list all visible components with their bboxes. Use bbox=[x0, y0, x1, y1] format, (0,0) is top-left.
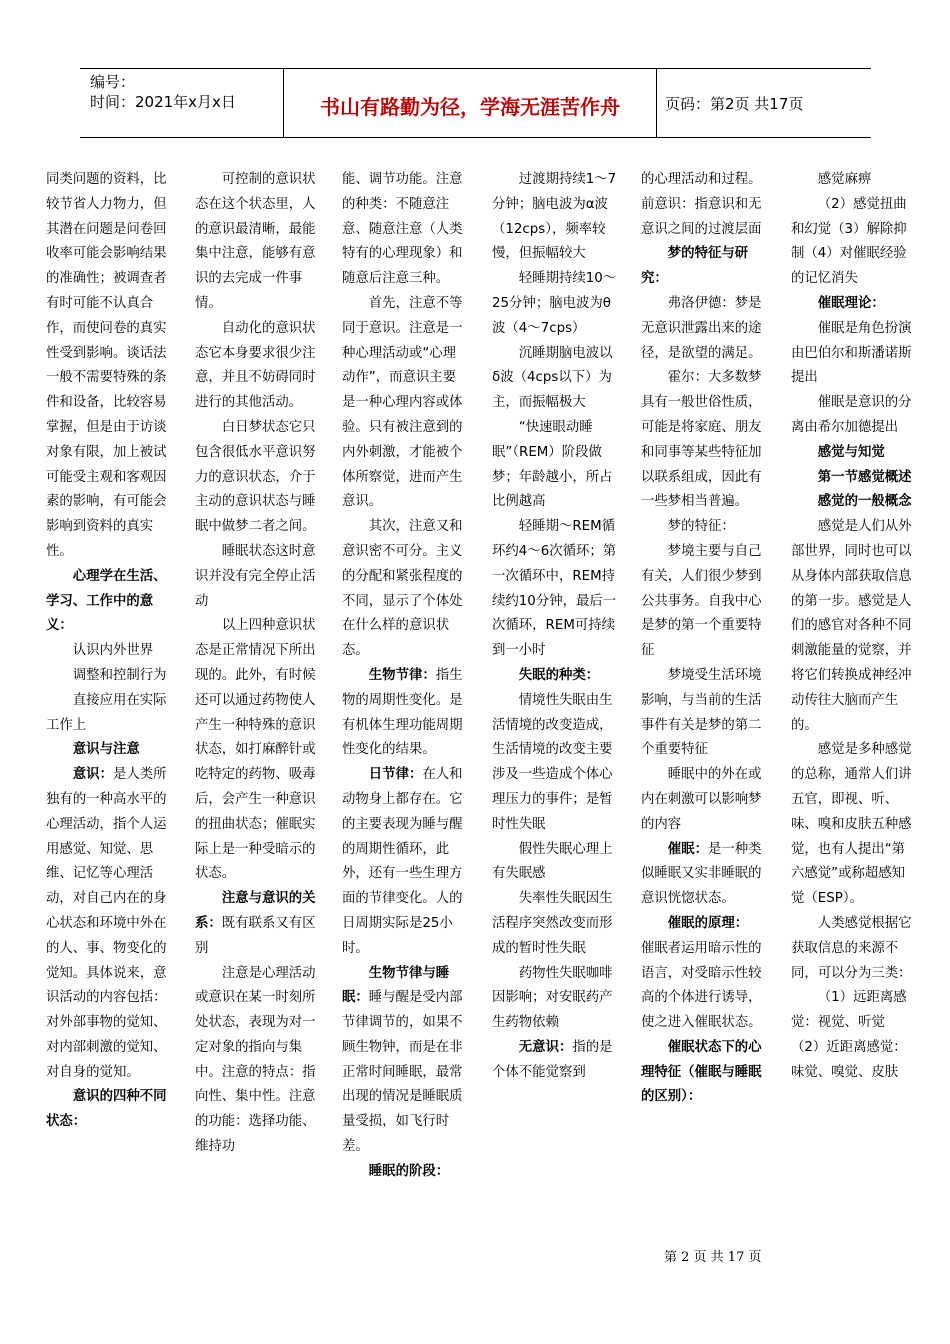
paragraph-text: 失率性失眠因生活程序突然改变而形成的暂时性失眠 bbox=[492, 891, 613, 956]
paragraph-text: 白日梦状态它只包含很低水平意识努力的意识状态，介于主动的意识状态与睡眠中做梦二者之间。 bbox=[195, 419, 316, 535]
paragraph bbox=[641, 168, 769, 242]
paragraph bbox=[195, 962, 320, 1160]
term-heading: 生物节律与睡眠： bbox=[342, 965, 450, 1006]
term-heading: 催眠： bbox=[667, 841, 708, 857]
term-heading: 第一节感觉概述 bbox=[817, 469, 912, 485]
paragraph-text: 认识内外世界 bbox=[72, 643, 154, 659]
paragraph-text: （1）远距离感觉：视觉、听觉（2）近距离感觉：味觉、嗅觉、皮肤 bbox=[791, 990, 907, 1080]
term-heading: 睡眠的阶段： bbox=[368, 1163, 450, 1179]
paragraph-text: 调整和控制行为 bbox=[72, 667, 167, 683]
paragraph-text: 沉睡期脑电波以δ波（4cps以下）为主，而振幅极大 bbox=[492, 345, 613, 411]
paragraph-text: 既有联系又有区别 bbox=[195, 915, 316, 956]
term-heading: 催眠理论： bbox=[817, 295, 885, 311]
header-info-cell bbox=[80, 69, 284, 137]
paragraph bbox=[46, 763, 172, 1085]
text-column-1 bbox=[46, 168, 172, 1135]
paragraph-text: 指的是个体不能觉察到 bbox=[492, 1039, 613, 1080]
paragraph bbox=[641, 763, 769, 837]
paragraph bbox=[641, 366, 769, 515]
text-column-4 bbox=[492, 168, 618, 1085]
header-motto-cell bbox=[284, 69, 657, 137]
paragraph-text: 睡眠中的外在或内在刺激可以影响梦的内容 bbox=[641, 767, 762, 832]
paragraph bbox=[492, 838, 618, 888]
paragraph-text: “快速眼动睡眠”（REM）阶段做梦；年龄越小，所占比例越高 bbox=[492, 419, 613, 510]
paragraph bbox=[641, 1036, 769, 1110]
text-column-2 bbox=[195, 168, 320, 1160]
paragraph bbox=[195, 168, 320, 317]
paragraph-text: 梦境主要与自己有关，人们很少梦到公共事务。自我中心是梦的第一个重要特征 bbox=[641, 543, 762, 659]
paragraph-text: 睡眠状态这时意识并没有完全停止活动 bbox=[195, 543, 316, 609]
paragraph bbox=[46, 1085, 172, 1135]
paragraph bbox=[342, 515, 469, 664]
paragraph-text: 直接应用在实际工作上 bbox=[46, 692, 167, 733]
paragraph bbox=[342, 763, 469, 961]
paragraph bbox=[342, 292, 469, 515]
paragraph bbox=[791, 193, 913, 292]
paragraph bbox=[492, 887, 618, 961]
paragraph-text: 可控制的意识状态在这个状态里，人的意识最清晰，最能集中注意，能够有意识的去完成一件事情。 bbox=[195, 172, 316, 311]
paragraph-text: 霍尔：大多数梦具有一般世俗性质，可能是将家庭、朋友和同事等某些特征加以联系组成，因此有一些梦相当普遍。 bbox=[641, 370, 762, 510]
paragraph bbox=[791, 168, 913, 193]
paragraph-text: 的心理活动和过程。前意识：指意识和无意识之间的过渡层面 bbox=[641, 172, 762, 237]
paragraph bbox=[46, 639, 172, 664]
page-footer: 第 2 页 共 17 页 bbox=[664, 1250, 762, 1265]
paragraph bbox=[195, 614, 320, 887]
paragraph-text: 以上四种意识状态是正常情况下所出现的。此外，有时候还可以通过药物使人产生一种特殊的意识状态，如打麻醉针或吃特定的药物、吸毒后，会产生一种意识的扭曲状态；催眠实际上是一种受暗示的状态。 bbox=[195, 618, 316, 882]
paragraph bbox=[46, 664, 172, 689]
paragraph bbox=[195, 887, 320, 961]
paragraph bbox=[46, 168, 172, 565]
paragraph bbox=[641, 838, 769, 912]
paragraph bbox=[492, 342, 618, 416]
paragraph-text: 轻睡期～REM循环约4～6次循环；第一次循环中，REM持续约10分钟，最后一次循环，REM可持续到一小时 bbox=[492, 519, 617, 659]
paragraph bbox=[641, 540, 769, 664]
paragraph-text: 梦的特征： bbox=[667, 519, 735, 535]
paragraph-text: 人类感觉根据它获取信息的来源不同，可以分为三类： bbox=[791, 915, 912, 981]
paragraph bbox=[791, 515, 913, 738]
paragraph bbox=[195, 540, 320, 614]
term-heading: 意识： bbox=[72, 767, 113, 783]
paragraph bbox=[46, 689, 172, 739]
paragraph bbox=[492, 267, 618, 341]
paragraph bbox=[342, 962, 469, 1160]
paragraph bbox=[342, 168, 469, 292]
header-page-cell bbox=[657, 69, 871, 137]
text-column-6 bbox=[791, 168, 913, 1085]
term-heading: 心理学在生活、学习、工作中的意义： bbox=[46, 568, 167, 634]
paragraph bbox=[791, 441, 913, 466]
paragraph-text: 药物性失眠咖啡因影响；对安眠药产生药物依赖 bbox=[492, 965, 613, 1031]
header-page-number: 页码：第2页 共17页 bbox=[665, 95, 804, 113]
paragraph bbox=[492, 416, 618, 515]
paragraph bbox=[791, 391, 913, 441]
paragraph-text: 感觉麻痹 bbox=[817, 172, 872, 187]
paragraph-text: 在人和动物身上都存在。它的主要表现为睡与醒的周期性循环，此外，还有一些生理方面的节律变化。人的日周期实际是25小时。 bbox=[342, 767, 463, 956]
header-motto: 书山有路勤为径，学海无涯苦作舟 bbox=[320, 95, 620, 119]
term-heading: 失眠的种类： bbox=[518, 667, 600, 683]
term-heading: 催眠的原理： bbox=[667, 915, 749, 931]
paragraph-text: 指生物的周期性变化。是有机体生理功能周期性变化的结果。 bbox=[342, 667, 463, 758]
document-date-label: 时间：2021年x月x日 bbox=[90, 93, 236, 111]
paragraph bbox=[641, 515, 769, 540]
paragraph-text: 同类问题的资料，比较节省人力物力，但其潜在问题是问卷回收率可能会影响结果的准确性；被调查者有时可能不认真合作，而使问卷的真实性受到影响。谈话法一般不需要特殊的条件和设备，比较容易掌握，但是由于访谈对象有限，加上被试可能受主观和客观因素的影响，有可能会影响到资料的真实性。 bbox=[46, 172, 167, 559]
paragraph-text: 催眠是意识的分离由希尔加德提出 bbox=[791, 395, 912, 435]
term-heading: 梦的特征与研究： bbox=[641, 246, 749, 287]
paragraph bbox=[492, 1036, 618, 1086]
paragraph-text: 是人类所独有的一种高水平的心理活动，指个人运用感觉、知觉、思维、记忆等心理活动，对自己内在的身心状态和环境中外在的人、事、物变化的觉知。具体说来，意识活动的内容包括：对外部事物的觉知、对内部刺激的觉知、对自身的觉知。 bbox=[46, 767, 167, 1080]
paragraph bbox=[791, 986, 913, 1085]
paragraph bbox=[791, 292, 913, 317]
paragraph bbox=[641, 242, 769, 292]
paragraph bbox=[492, 664, 618, 689]
paragraph-text: （2）感觉扭曲和幻觉（3）解除抑制（4）对催眠经验的记忆消失 bbox=[791, 196, 907, 287]
paragraph bbox=[791, 466, 913, 491]
paragraph-text: 首先，注意不等同于意识。注意是一种心理活动或“心理动作”，而意识主要是一种心理内容或体验。只有被注意到的内外刺激，才能被个体所察觉，进而产生意识。 bbox=[342, 295, 463, 510]
term-heading: 感觉与知觉 bbox=[817, 444, 885, 460]
paragraph bbox=[492, 515, 618, 664]
paragraph bbox=[791, 317, 913, 391]
paragraph bbox=[791, 912, 913, 986]
paragraph bbox=[492, 689, 618, 838]
page-header bbox=[80, 68, 871, 138]
paragraph bbox=[195, 416, 320, 540]
paragraph-text: 假性失眠心理上有失眠感 bbox=[492, 841, 613, 882]
paragraph-text: 过渡期持续1～7分钟；脑电波为α波（12cps），频率较慢，但振幅较大 bbox=[492, 172, 617, 262]
paragraph-text: 催眠是角色扮演由巴伯尔和斯潘诺斯提出 bbox=[791, 320, 912, 386]
paragraph-text: 情境性失眠由生活情境的改变造成，生活情境的改变主要涉及一些造成个体心理压力的事件；是暂时性失眠 bbox=[492, 692, 613, 832]
paragraph-text: 其次，注意又和意识密不可分。主义的分配和紧张程度的不同，显示了个体处在什么样的意识状态。 bbox=[342, 519, 463, 659]
paragraph-text: 梦境受生活环境影响，与当前的生活事件有关是梦的第二个重要特征 bbox=[641, 667, 762, 758]
paragraph-text: 催眠者运用暗示性的语言，对受暗示性较高的个体进行诱导，使之进入催眠状态。 bbox=[641, 940, 762, 1031]
paragraph bbox=[641, 912, 769, 1036]
term-heading: 意识与注意 bbox=[72, 742, 140, 758]
paragraph-text: 感觉是人们从外部世界，同时也可以从身体内部获取信息的第一步。感觉是人们的感官对各种不同刺激能量的觉察，并将它们转换成神经冲动传往大脑而产生的。 bbox=[791, 519, 912, 733]
term-heading: 生物节律： bbox=[368, 667, 436, 683]
document-number-label: 编号： bbox=[90, 73, 136, 91]
term-heading: 日节律： bbox=[368, 767, 423, 783]
term-heading: 感觉的一般概念 bbox=[817, 494, 912, 510]
paragraph bbox=[492, 962, 618, 1036]
paragraph-text: 感觉是多种感觉的总称，通常人们讲五官，即视、听、味、嗅和皮肤五种感觉，也有人提出“第六感觉”或称超感知觉（ESP）。 bbox=[791, 742, 912, 907]
text-column-3 bbox=[342, 168, 469, 1185]
paragraph bbox=[195, 317, 320, 416]
term-heading: 催眠状态下的心理特征（催眠与睡眠的区别）： bbox=[641, 1039, 762, 1105]
paragraph bbox=[492, 168, 618, 267]
paragraph-text: 睡与醒是受内部节律调节的，如果不顾生物钟，而是在非正常时间睡眠，最常出现的情况是睡眠质量受损，如飞行时差。 bbox=[342, 990, 463, 1155]
paragraph bbox=[791, 490, 913, 515]
text-column-5 bbox=[641, 168, 769, 1110]
paragraph-text: 轻睡期持续10～25分钟；脑电波为θ波（4～7cps） bbox=[492, 271, 617, 336]
term-heading: 无意识： bbox=[518, 1039, 573, 1055]
paragraph bbox=[791, 738, 913, 912]
paragraph bbox=[342, 1160, 469, 1185]
term-heading: 意识的四种不同状态： bbox=[46, 1089, 167, 1130]
paragraph bbox=[641, 292, 769, 366]
paragraph bbox=[641, 664, 769, 763]
paragraph-text: 自动化的意识状态它本身要求很少注意，并且不妨碍同时进行的其他活动。 bbox=[195, 320, 316, 411]
paragraph-text: 弗洛伊德：梦是无意识泄露出来的途径，是欲望的满足。 bbox=[641, 295, 762, 361]
paragraph bbox=[46, 738, 172, 763]
paragraph-text: 能、调节功能。注意的种类：不随意注意、随意注意（人类特有的心理现象）和随意后注意三种。 bbox=[342, 172, 463, 287]
paragraph bbox=[342, 664, 469, 763]
term-heading: 注意与意识的关系： bbox=[195, 891, 316, 931]
paragraph bbox=[46, 565, 172, 639]
paragraph-text: 是一种类似睡眠又实非睡眠的意识恍惚状态。 bbox=[641, 841, 762, 907]
paragraph-text: 注意是心理活动或意识在某一时刻所处状态，表现为对一定对象的指向与集中。注意的特点：指向性、集中性。注意的功能：选择功能、维持功 bbox=[195, 965, 316, 1155]
